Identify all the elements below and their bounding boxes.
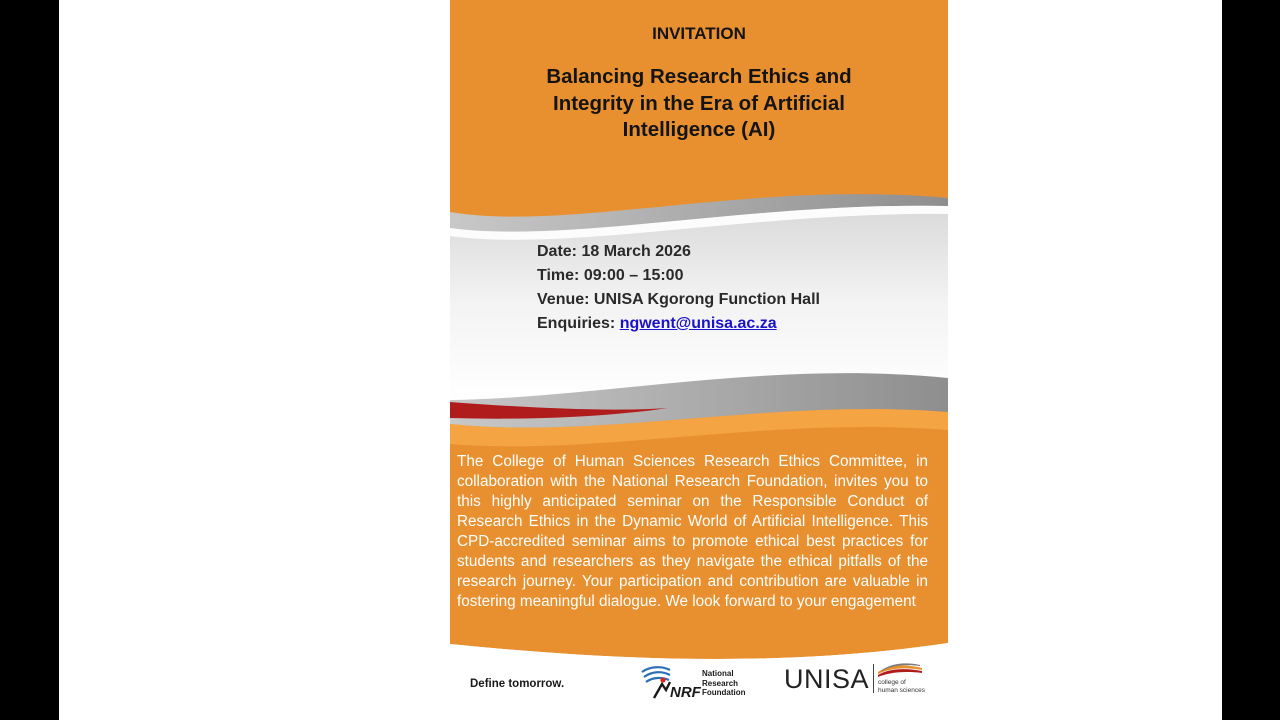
- enquiries-email-link[interactable]: ngwent@unisa.ac.za: [619, 315, 777, 332]
- invitation-body-text: The College of Human Sciences Research Ethics Committee, in collaboration with the National Research Foundation, invites you to this highly anticipated seminar on the Responsible Conduct of Research Ethics in the Dynamic World of Artificial Intelligence. This CPD-accredited seminar aims to promote ethical best practices for students and researchers as they navigate the ethical pitfalls of the research journey. Your participation and contribution are valuable in fostering meaningful dialogue. We look forward to your engagement: [457, 453, 928, 610]
- event-title: [480, 64, 918, 144]
- nrf-name-line: National: [702, 669, 734, 678]
- unisa-college-line: human sciences: [878, 686, 925, 694]
- event-venue: Venue: UNISA Kgorong Function Hall: [537, 291, 820, 308]
- event-title-line: Integrity in the Era of Artificial: [553, 91, 845, 115]
- unisa-logo-word: UNISA: [784, 664, 870, 694]
- nrf-name-line: Foundation: [702, 688, 746, 697]
- unisa-college-name: [878, 679, 925, 694]
- unisa-college-line: college of: [878, 679, 906, 686]
- nrf-name: [702, 669, 746, 698]
- event-time: Time: 09:00 – 15:00: [537, 267, 684, 284]
- enquiries-label: Enquiries:: [537, 315, 620, 332]
- nrf-logo-icon: [640, 664, 702, 702]
- document-viewer: [59, 0, 1222, 720]
- event-enquiries: [537, 315, 777, 333]
- unisa-flag-icon: [876, 662, 924, 678]
- invitation-heading: INVITATION: [652, 24, 746, 43]
- define-tomorrow-tagline: Define tomorrow.: [470, 678, 565, 690]
- unisa-logo-divider: [873, 664, 874, 693]
- event-date: Date: 18 March 2026: [537, 243, 691, 260]
- event-title-line: Balancing Research Ethics and: [546, 65, 852, 88]
- invitation-page: [450, 0, 948, 720]
- nrf-mark: NRF: [670, 684, 701, 701]
- event-title-line: Intelligence (AI): [622, 118, 776, 141]
- nrf-name-line: Research: [702, 678, 739, 688]
